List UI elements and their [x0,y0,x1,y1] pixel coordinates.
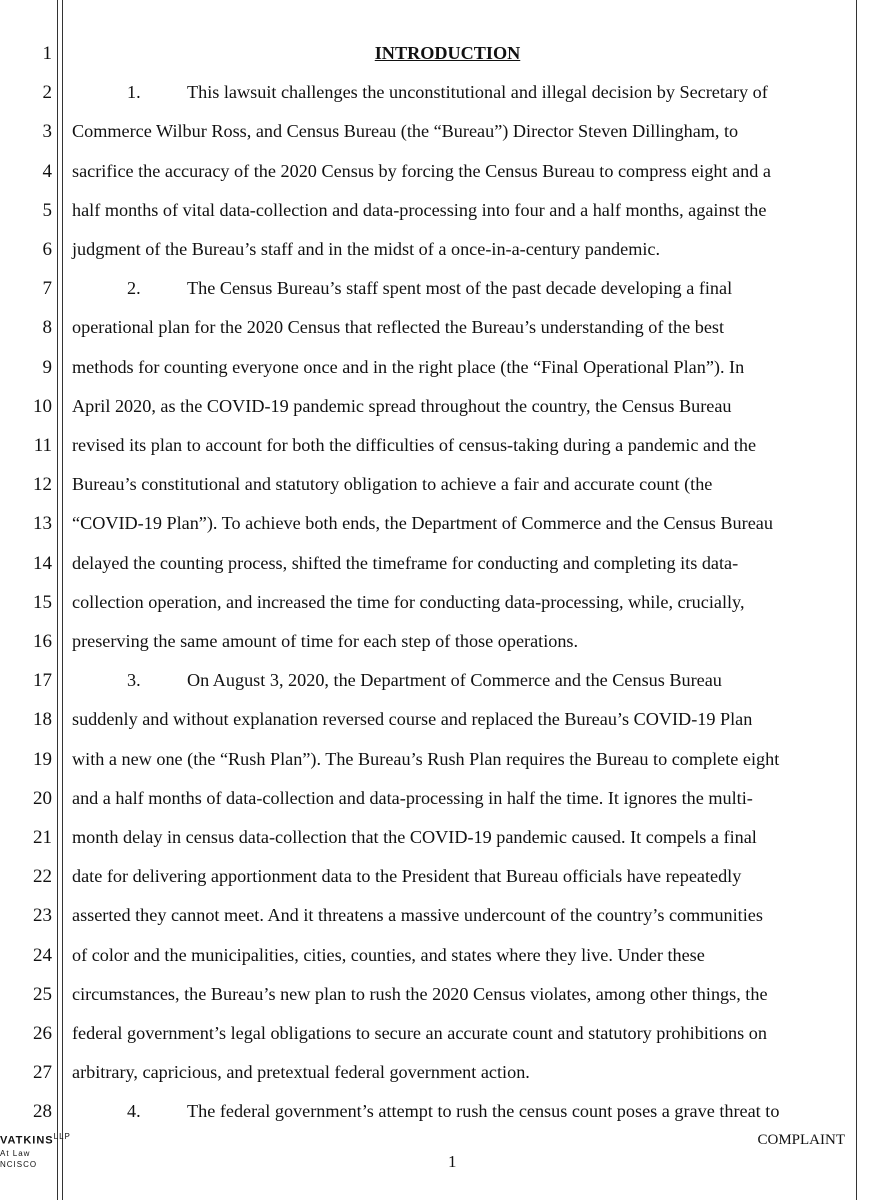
firm-name: VATKINS [0,1134,54,1147]
paragraph-number: 1. [127,82,141,103]
paragraph-line [72,162,823,180]
line-number: 17 [33,670,52,692]
line-number: 23 [33,905,52,927]
paragraph-text: revised its plan to account for both the difficulties of census-taking during a pandemic and the [72,435,757,455]
paragraph-line [72,985,823,1003]
line-number: 7 [42,278,52,300]
line-number: 15 [33,591,52,613]
paragraph-text: The Census Bureau’s staff spent most of the past decade developing a final [187,278,733,299]
paragraph-number: 4. [127,1101,141,1122]
line-number: 4 [42,160,52,182]
line-number: 19 [33,748,52,770]
left-margin-rule-inner [62,0,63,1200]
line-number: 13 [33,513,52,535]
paragraph-line [72,710,823,728]
paragraph-text: delayed the counting process, shifted the timeframe for conducting and completing its data- [72,552,739,573]
paragraph-text: date for delivering apportionment data to the President that Bureau officials have repeatedly [72,866,742,887]
paragraph-text: half months of vital data-collection and data-processing into four and a half months, against the [72,199,767,220]
paragraph-number: 3. [127,670,141,691]
paragraph-line [72,554,823,572]
paragraph-text: and a half months of data-collection and data-processing in half the time. It ignores the multi- [72,787,753,808]
paragraph-text: asserted they cannot meet. And it threatens a massive undercount of the country’s communities [72,905,763,926]
paragraph-line [72,397,823,415]
paragraph-line [72,906,823,924]
paragraph-text: The federal government’s attempt to rush the census count poses a grave threat to [187,1101,780,1122]
paragraph-line [72,789,823,807]
line-number: 8 [42,317,52,339]
line-number: 12 [33,474,52,496]
line-number: 24 [33,944,52,966]
paragraph-text: “COVID-19 Plan”). To achieve both ends, the Department of Commerce and the Census Bureau [72,513,773,534]
law-firm-footer [0,1133,71,1169]
paragraph-line [72,436,823,454]
paragraph-text: preserving the same amount of time for each step of those operations. [72,631,579,651]
paragraph-line [127,1102,823,1120]
paragraph-text: month delay in census data-collection that the COVID-19 pandemic caused. It compels a final [72,827,757,847]
line-number: 16 [33,631,52,652]
paragraph-line [72,593,823,611]
right-margin-rule [856,0,857,1200]
paragraph-text: federal government’s legal obligations to secure an accurate count and statutory prohibitions on [72,1023,767,1043]
paragraph-line [127,671,823,689]
line-number: 14 [33,552,52,574]
paragraph-text: This lawsuit challenges the unconstitutional and illegal decision by Secretary of [187,82,768,103]
paragraph-line [72,318,823,336]
line-number: 18 [33,709,52,731]
paragraph-text: arbitrary, capricious, and pretextual federal government action. [72,1062,530,1083]
firm-suffix: LLP [53,1132,71,1141]
paragraph-line [72,475,823,493]
paragraph-text: Commerce Wilbur Ross, and Census Bureau (the “Bureau”) Director Steven Dillingham, to [72,121,739,142]
firm-line-2: At Law [0,1148,31,1158]
paragraph-line [72,514,823,532]
line-number: 10 [33,395,52,417]
paragraph-line [72,867,823,885]
paragraph-line [72,201,823,219]
line-number: 28 [33,1101,52,1123]
line-number: 25 [33,983,52,1005]
paragraph-text: judgment of the Bureau’s staff and in the midst of a once-in-a-century pandemic. [72,239,661,259]
paragraph-text: with a new one (the “Rush Plan”). The Bureau’s Rush Plan requires the Bureau to complete eight [72,748,780,769]
line-number: 26 [33,1023,52,1044]
line-number: 5 [42,199,52,221]
line-number: 1 [42,43,52,64]
paragraph-line [72,828,823,846]
paragraph-text: On August 3, 2020, the Department of Commerce and the Census Bureau [187,670,722,691]
paragraph-line [72,1024,823,1042]
line-number: 3 [42,121,52,143]
paragraph-text: suddenly and without explanation reversed course and replaced the Bureau’s COVID-19 Plan [72,709,753,730]
left-margin-rule-outer [57,0,58,1200]
paragraph-line [72,946,823,964]
line-number: 9 [42,356,52,378]
paragraph-line [72,358,823,376]
paragraph-line [72,632,823,650]
line-number: 27 [33,1062,52,1084]
paragraph-text: Bureau’s constitutional and statutory obligation to achieve a fair and accurate count (the [72,474,713,495]
paragraph-line [72,122,823,140]
line-number: 2 [42,82,52,104]
paragraph-number: 2. [127,278,141,299]
paragraph-text: of color and the municipalities, cities, counties, and states where they live. Under these [72,944,705,965]
section-heading: INTRODUCTION [374,43,521,63]
line-number: 11 [33,435,52,456]
line-number: 6 [42,239,52,260]
page-number: 1 [448,1152,457,1171]
paragraph-text: sacrifice the accuracy of the 2020 Census by forcing the Census Bureau to compress eight and a [72,160,771,181]
paragraph-text: circumstances, the Bureau’s new plan to rush the 2020 Census violates, among other things, the [72,983,768,1004]
line-number: 21 [33,827,52,848]
paragraph-line [72,1063,823,1081]
firm-line-3: NCISCO [0,1159,38,1169]
paragraph-line [72,240,823,258]
paragraph-line [72,750,823,768]
paragraph-line [127,279,823,297]
paragraph-text: methods for counting everyone once and in the right place (the “Final Operational Plan”). In [72,356,745,377]
document-title: COMPLAINT [757,1132,845,1148]
paragraph-text: operational plan for the 2020 Census that reflected the Bureau’s understanding of the best [72,317,725,338]
line-number: 22 [33,866,52,888]
line-number: 20 [33,787,52,809]
paragraph-text: collection operation, and increased the time for conducting data-processing, while, crucially, [72,591,745,612]
paragraph-text: April 2020, as the COVID-19 pandemic spread throughout the country, the Census Bureau [72,395,732,416]
paragraph-line [127,83,823,101]
